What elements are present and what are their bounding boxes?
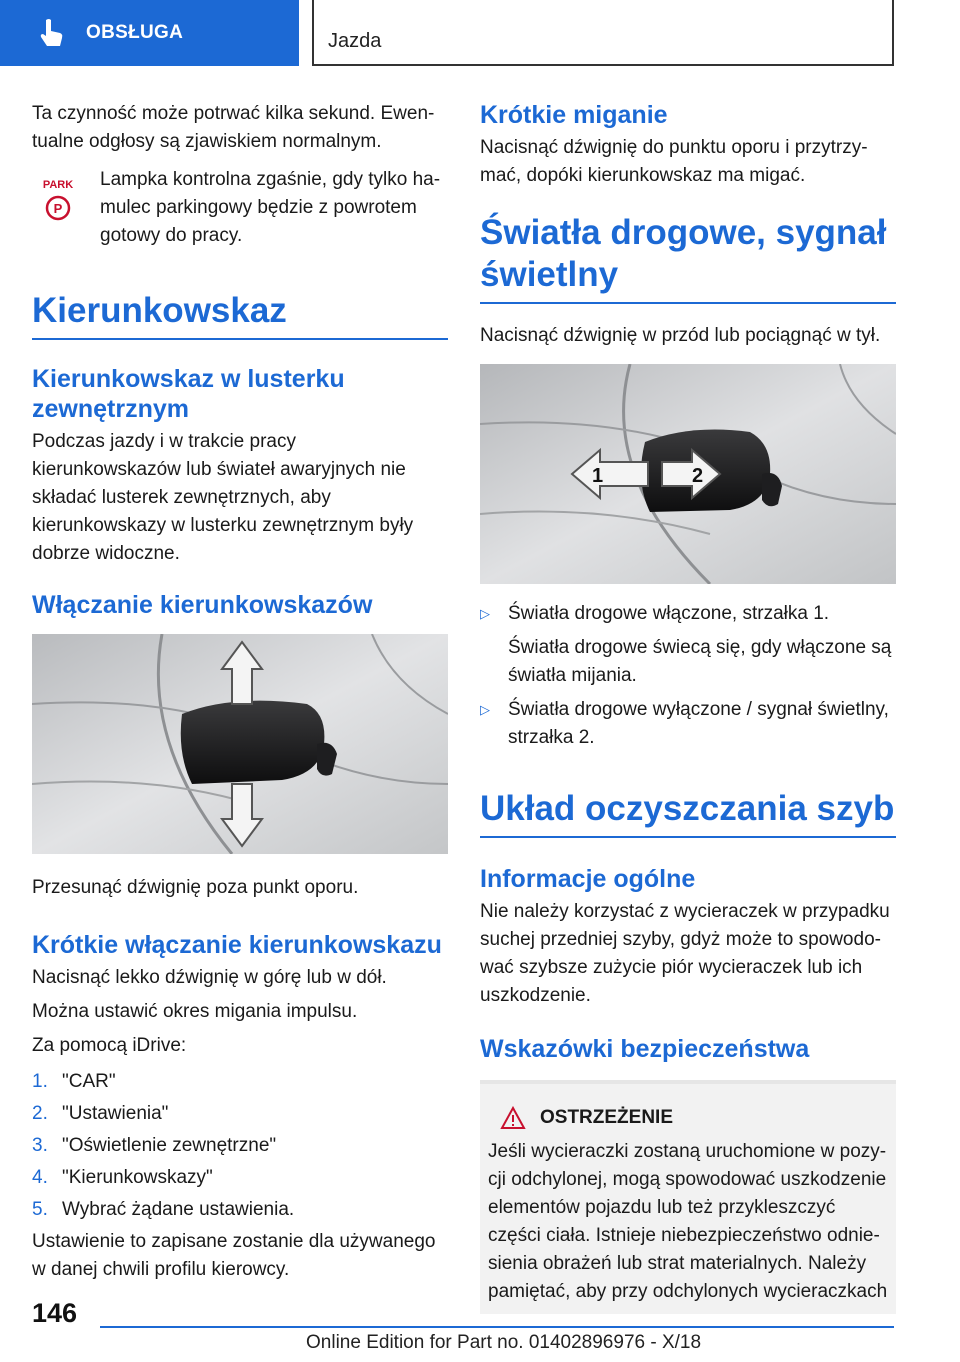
- park-note-text: Lampka kontrolna zgaśnie, gdy tylko hamulec parkingowy będzie z powrotem gotowy do pracy.: [100, 169, 441, 246]
- warning-box: [480, 1084, 896, 1314]
- hand-pointer-icon: [34, 16, 68, 50]
- left-column: [32, 100, 448, 1294]
- list-item: [32, 1068, 448, 1096]
- parking-brake-icon-label: PARK: [42, 179, 74, 191]
- right-column: [480, 100, 896, 1314]
- arrow-1-label: 1: [592, 465, 604, 487]
- heading-mirror-signal: Kierunkowskaz w lusterku zewnętrznym: [32, 365, 345, 423]
- triangle-bullet-icon: ▷: [480, 702, 490, 717]
- triangle-bullet-icon: ▷: [480, 606, 490, 621]
- lever-up-down-photo: [32, 634, 448, 854]
- section-tab: [0, 0, 299, 66]
- warning-text: Jeśli wycieraczki zostaną uruchomione w pozycji odchylonej, mogą spowodować uszkodzenie elementów pojazdu lub też przykleszczyć części ciała. Istnieje niebezpieczeństwo odniesienia obrażeń lub strat materialnych. Należy pamiętać, aby przy odchylonych wycieraczkach: [488, 1141, 888, 1302]
- heading-high-beam: Światła drogowe, sygnał świetlny: [480, 213, 887, 294]
- chapter-title: Jazda: [328, 30, 382, 52]
- blink-paragraph: Nacisnąć dźwignię do punktu oporu i przytrzymać, dopóki kierunkowskaz ma migać.: [480, 137, 868, 186]
- short-paragraph-2: Można ustawić okres migania impulsu.: [32, 1001, 358, 1022]
- list-item-sub: [480, 634, 896, 690]
- step-number: 1.: [32, 1071, 48, 1092]
- heading-short-blink: Krótkie miganie: [480, 101, 668, 129]
- header-divider: [312, 64, 894, 66]
- mirror-paragraph: Podczas jazdy i w trakcie pracy kierunkowskazów lub świateł awaryjnych nie składać lusterek zewnętrznych, aby kierunkowskazy w lusterku zewnętrznym były dobrze widoczne.: [32, 431, 414, 564]
- section-tab-label: OBSŁUGA: [86, 22, 184, 43]
- step-text: "Kierunkowskazy": [62, 1167, 213, 1188]
- list-item: [32, 1132, 448, 1160]
- warning-title: [500, 1106, 888, 1130]
- heading-rule: [480, 836, 896, 838]
- footer-rule: [100, 1326, 894, 1328]
- heading-safety: Wskazówki bezpieczeństwa: [480, 1035, 810, 1063]
- heading-short-signal: Krótkie włączanie kierunkowskazu: [32, 931, 442, 959]
- arrow-2-label: 2: [692, 465, 704, 487]
- heading-general-info: Informacje ogólne: [480, 865, 696, 893]
- step-number: 5.: [32, 1199, 48, 1220]
- heading-wipers: Układ oczyszczania szyb: [480, 789, 895, 828]
- park-note: [32, 166, 448, 250]
- turn-on-paragraph: Przesunąć dźwignię poza punkt oporu.: [32, 877, 359, 898]
- step-text: "Ustawienia": [62, 1103, 169, 1124]
- list-item-subtext: Światła drogowe świecą się, gdy włączone są światła mijania.: [508, 637, 892, 686]
- heading-turn-on: Włączanie kierunkowskazów: [32, 591, 373, 619]
- intro-paragraph: Ta czynność może potrwać kilka sekund. Ewentualne odgłosy są zjawiskiem normalnym.: [32, 103, 435, 152]
- list-item-text: Światła drogowe wyłączone / sygnał świetlny, strzałka 2.: [508, 699, 889, 748]
- idrive-steps: [32, 1068, 448, 1224]
- list-item: [480, 696, 896, 752]
- step-number: 3.: [32, 1135, 48, 1156]
- page-number: 146: [32, 1298, 78, 1328]
- short-paragraph-1: Nacisnąć lekko dźwignię w górę lub w dół.: [32, 967, 387, 988]
- saved-paragraph: Ustawienie to zapisane zostanie dla używanego w danej chwili profilu kierowcy.: [32, 1231, 436, 1280]
- step-text: Wybrać żądane ustawienia.: [62, 1199, 295, 1220]
- heading-rule: [480, 302, 896, 304]
- list-item: [32, 1164, 448, 1192]
- list-item: [32, 1196, 448, 1224]
- heading-rule: [32, 338, 448, 340]
- step-text: "CAR": [62, 1071, 116, 1092]
- general-paragraph: Nie należy korzystać z wycieraczek w przypadku suchej przedniej szyby, gdyż może to spowodować szybsze zużycie piór wycieraczek lub ich uszkodzenie.: [480, 901, 890, 1006]
- step-number: 2.: [32, 1103, 48, 1124]
- warning-title-text: OSTRZEŻENIE: [540, 1107, 674, 1128]
- parking-brake-icon-letter: P: [53, 201, 63, 216]
- warning-triangle-icon: [500, 1106, 526, 1130]
- high-beam-paragraph: Nacisnąć dźwignię w przód lub pociągnąć w tył.: [480, 325, 881, 346]
- step-text: "Oświetlenie zewnętrzne": [62, 1135, 277, 1156]
- header-divider: [892, 0, 894, 66]
- edition-footer: Online Edition for Part no. 01402896976 - X/18: [306, 1332, 702, 1353]
- header-divider: [312, 0, 314, 66]
- parking-brake-icon: [32, 166, 100, 250]
- list-item: [480, 600, 896, 628]
- list-item-text: Światła drogowe włączone, strzałka 1.: [508, 603, 830, 624]
- short-paragraph-3: Za pomocą iDrive:: [32, 1035, 187, 1056]
- high-beam-list: [480, 600, 896, 752]
- list-item: [32, 1100, 448, 1128]
- lever-forward-back-photo: [480, 364, 896, 584]
- heading-turn-signal: Kierunkowskaz: [32, 291, 287, 330]
- step-number: 4.: [32, 1167, 48, 1188]
